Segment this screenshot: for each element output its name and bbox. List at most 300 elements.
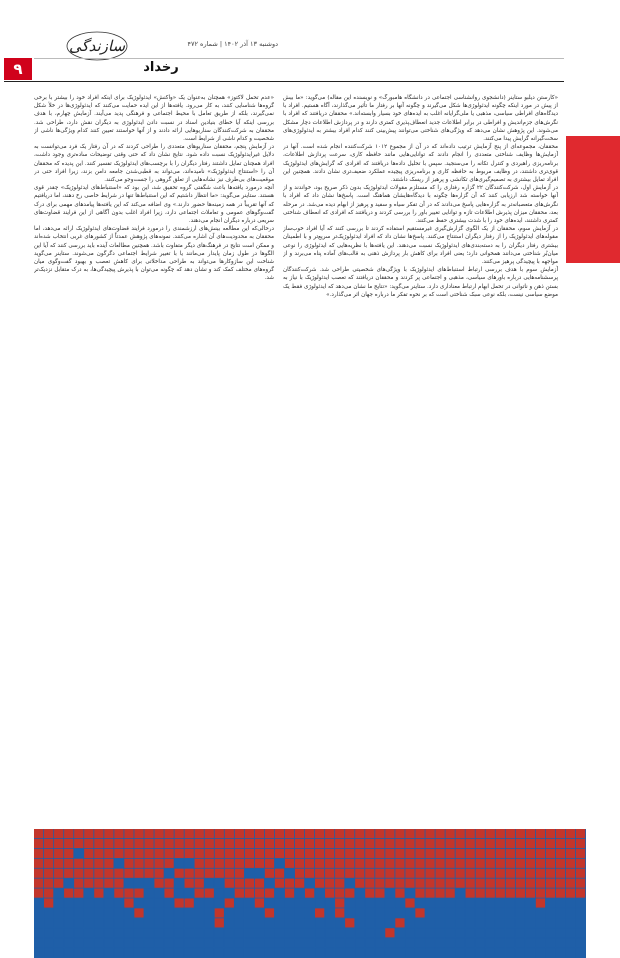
grid-cell [415, 908, 424, 917]
grid-cell [516, 869, 525, 878]
grid-cell [315, 859, 324, 868]
grid-cell [566, 829, 575, 838]
grid-cell [335, 928, 344, 937]
grid-cell [395, 829, 404, 838]
grid-cell [44, 898, 53, 907]
grid-cell [435, 908, 444, 917]
grid-cell [215, 928, 224, 937]
grid-cell [44, 839, 53, 848]
grid-cell [486, 889, 495, 898]
grid-cell [405, 928, 414, 937]
grid-cell [84, 918, 93, 927]
grid-cell [265, 918, 274, 927]
grid-cell [466, 928, 475, 937]
grid-cell [74, 829, 83, 838]
grid-cell [466, 869, 475, 878]
grid-cell [225, 869, 234, 878]
grid-cell [185, 918, 194, 927]
grid-cell [486, 839, 495, 848]
grid-cell [164, 938, 173, 947]
grid-cell [144, 889, 153, 898]
grid-cell [235, 849, 244, 858]
grid-cell [445, 898, 454, 907]
grid-cell [466, 859, 475, 868]
grid-cell [576, 829, 585, 838]
grid-cell [476, 948, 485, 957]
grid-cell [435, 938, 444, 947]
grid-cell [345, 879, 354, 888]
grid-cell [54, 898, 63, 907]
grid-cell [355, 898, 364, 907]
grid-cell [144, 938, 153, 947]
grid-cell [375, 908, 384, 917]
grid-cell [34, 869, 43, 878]
grid-cell [295, 879, 304, 888]
grid-cell [486, 938, 495, 947]
grid-cell [185, 879, 194, 888]
grid-cell [536, 928, 545, 937]
grid-cell [295, 898, 304, 907]
grid-cell [365, 938, 374, 947]
grid-cell [415, 859, 424, 868]
grid-cell [255, 869, 264, 878]
grid-cell [34, 918, 43, 927]
grid-cell [415, 948, 424, 957]
grid-cell [466, 839, 475, 848]
grid-cell [225, 918, 234, 927]
grid-cell [355, 918, 364, 927]
grid-cell [215, 908, 224, 917]
grid-cell [94, 859, 103, 868]
grid-cell [195, 898, 204, 907]
grid-cell [154, 908, 163, 917]
grid-cell [54, 908, 63, 917]
grid-cell [395, 859, 404, 868]
grid-cell [345, 859, 354, 868]
grid-cell [94, 908, 103, 917]
grid-cell [405, 869, 414, 878]
grid-cell [265, 898, 274, 907]
grid-cell [325, 948, 334, 957]
grid-cell [235, 938, 244, 947]
grid-cell [546, 938, 555, 947]
grid-cell [486, 859, 495, 868]
grid-cell [566, 908, 575, 917]
grid-cell [215, 879, 224, 888]
grid-cell [34, 938, 43, 947]
grid-cell [195, 879, 204, 888]
grid-cell [566, 948, 575, 957]
grid-cell [395, 918, 404, 927]
grid-cell [275, 859, 284, 868]
grid-cell [94, 938, 103, 947]
grid-cell [385, 918, 394, 927]
grid-cell [385, 829, 394, 838]
grid-cell [74, 918, 83, 927]
grid-cell [245, 898, 254, 907]
grid-cell [285, 839, 294, 848]
grid-cell [325, 938, 334, 947]
paragraph: درحالی‌که این مطالعه بینش‌های ارزشمندی را درمورد فرایند قضاوت‌های ایدئولوژیک ارائه می‌دهد، اما محققان به محدودیت‌های آن اشاره می‌کنند. نمونه‌های پژوهش عمدتاً از کشورهای غربی انتخاب شده‌اند و ممکن است نتایج در فرهنگ‌های دیگر متفاوت باشد. همچنین مطالعات آینده باید بررسی کنند که آیا این الگوها در طول زمان پایدار می‌مانند یا با تغییر شرایط اجتماعی دگرگون می‌شوند. ستاینر می‌گوید شناخت این سازوکارها می‌تواند به طراحی مداخلاتی برای کاهش تعصب و بهبود گفت‌وگوی میان گروه‌های مختلف کمک کند و نشان دهد که چگونه می‌توان با پذیرش پیچیدگی‌ها، به درک متقابل نزدیک‌تر شد. [34, 226, 274, 282]
grid-cell [355, 859, 364, 868]
grid-cell [365, 869, 374, 878]
grid-cell [546, 839, 555, 848]
grid-cell [235, 829, 244, 838]
grid-cell [104, 839, 113, 848]
grid-cell [325, 908, 334, 917]
grid-cell [235, 908, 244, 917]
grid-cell [44, 869, 53, 878]
grid-cell [345, 908, 354, 917]
grid-cell [425, 849, 434, 858]
grid-cell [546, 889, 555, 898]
grid-cell [285, 918, 294, 927]
grid-cell [466, 849, 475, 858]
grid-cell [235, 839, 244, 848]
grid-cell [285, 928, 294, 937]
grid-cell [536, 849, 545, 858]
grid-cell [466, 829, 475, 838]
grid-cell [435, 839, 444, 848]
grid-cell [456, 908, 465, 917]
grid-cell [185, 948, 194, 957]
grid-cell [255, 918, 264, 927]
grid-cell [255, 889, 264, 898]
paragraph: در آزمایش اول، شرکت‌کنندگان ۲۲ گزاره رفتاری را که مستلزم مقولات ایدئولوژیک بدون ذکر صریح بود، خواندند و از آنها خواسته شد ارزیابی کنند که آن گزاره‌ها چگونه با دیدگاه‌هایشان هماهنگ است. پاسخ‌ها نشان داد که افراد با نگرش‌های متعصبانه‌تر به گزاره‌هایی پاسخ می‌دادند که در آن تفکر سیاه و سفید و پرهیز از ابهام دیده می‌شد. در مرحله بعد، محققان میزان پذیرش اطلاعات تازه و توانایی تغییر باور را بررسی کردند و دریافتند که افرادی که انعطاف شناختی کمتری داشتند، ایده‌های خود را با شدت بیشتری حفظ می‌کنند. [283, 185, 558, 225]
grid-cell [526, 898, 535, 907]
grid-cell [576, 948, 585, 957]
grid-cell [355, 869, 364, 878]
grid-cell [275, 918, 284, 927]
grid-cell [74, 908, 83, 917]
grid-cell [516, 918, 525, 927]
grid-cell [94, 928, 103, 937]
grid-cell [134, 849, 143, 858]
grid-cell [44, 938, 53, 947]
grid-cell [295, 928, 304, 937]
grid-cell [456, 859, 465, 868]
grid-cell [365, 839, 374, 848]
grid-cell [466, 898, 475, 907]
grid-cell [425, 859, 434, 868]
grid-cell [506, 938, 515, 947]
section-title: رخداد [143, 60, 179, 75]
grid-cell [94, 849, 103, 858]
grid-cell [245, 879, 254, 888]
grid-cell [365, 849, 374, 858]
grid-cell [405, 938, 414, 947]
grid-cell [44, 849, 53, 858]
grid-cell [114, 918, 123, 927]
grid-cell [325, 859, 334, 868]
grid-cell [154, 948, 163, 957]
grid-cell [295, 948, 304, 957]
grid-cell [335, 839, 344, 848]
grid-cell [456, 948, 465, 957]
grid-cell [275, 938, 284, 947]
grid-cell [265, 839, 274, 848]
grid-cell [325, 869, 334, 878]
grid-cell [536, 829, 545, 838]
grid-cell [516, 879, 525, 888]
grid-cell [265, 829, 274, 838]
grid-cell [124, 849, 133, 858]
grid-cell [114, 898, 123, 907]
grid-cell [124, 869, 133, 878]
grid-cell [245, 928, 254, 937]
grid-cell [195, 889, 204, 898]
grid-cell [225, 829, 234, 838]
grid-cell [134, 898, 143, 907]
grid-cell [185, 849, 194, 858]
grid-cell [556, 948, 565, 957]
grid-cell [114, 879, 123, 888]
grid-cell [154, 839, 163, 848]
grid-cell [486, 908, 495, 917]
grid-cell [124, 948, 133, 957]
grid-cell [355, 938, 364, 947]
grid-cell [64, 948, 73, 957]
paragraph: در آزمایش سوم، محققان از یک الگوی گزارش‌گیری غیرمستقیم استفاده کردند تا بررسی کنند که آیا افراد خوب‌ساز مقوله‌های ایدئولوژیک را از رفتار دیگران استنتاج می‌کنند. پاسخ‌ها نشان داد که افراد ایدئولوژیک‌تر سریع‌تر و با اطمینان بیشتری رفتار دیگران را به دسته‌بندی‌های ایدئولوژیک نسبت می‌دهند. این یافته‌ها با نظریه‌هایی که ایدئولوژی را نوعی میان‌بُر شناختی می‌دانند همخوانی دارد؛ یعنی افراد برای کاهش بار پردازش ذهنی به قالب‌های آماده پناه می‌برند و از مواجهه با پیچیدگی پرهیز می‌کنند. [283, 226, 558, 266]
grid-cell [44, 948, 53, 957]
grid-cell [355, 908, 364, 917]
grid-cell [566, 839, 575, 848]
grid-cell [114, 849, 123, 858]
grid-cell [245, 829, 254, 838]
grid-cell [315, 869, 324, 878]
grid-cell [365, 879, 374, 888]
grid-cell [546, 829, 555, 838]
grid-cell [576, 908, 585, 917]
grid-cell [305, 898, 314, 907]
grid-cell [285, 948, 294, 957]
grid-cell [385, 948, 394, 957]
grid-cell [34, 879, 43, 888]
grid-cell [566, 859, 575, 868]
grid-cell [154, 879, 163, 888]
grid-cell [466, 879, 475, 888]
grid-cell [576, 938, 585, 947]
grid-cell [154, 918, 163, 927]
grid-cell [566, 938, 575, 947]
grid-cell [205, 879, 214, 888]
grid-cell [154, 928, 163, 937]
grid-cell [355, 849, 364, 858]
grid-cell [415, 928, 424, 937]
grid-cell [476, 829, 485, 838]
grid-cell [205, 849, 214, 858]
grid-cell [265, 879, 274, 888]
grid-cell [385, 879, 394, 888]
grid-cell [556, 849, 565, 858]
grid-cell [536, 898, 545, 907]
grid-cell [435, 829, 444, 838]
grid-cell [415, 938, 424, 947]
grid-cell [486, 849, 495, 858]
grid-cell [44, 879, 53, 888]
grid-cell [526, 849, 535, 858]
grid-cell [445, 849, 454, 858]
grid-cell [255, 829, 264, 838]
grid-cell [275, 839, 284, 848]
grid-cell [305, 849, 314, 858]
grid-cell [134, 938, 143, 947]
grid-cell [536, 839, 545, 848]
grid-cell [516, 859, 525, 868]
grid-cell [516, 829, 525, 838]
grid-cell [235, 869, 244, 878]
grid-cell [496, 849, 505, 858]
grid-cell [245, 869, 254, 878]
grid-cell [415, 849, 424, 858]
grid-cell [164, 879, 173, 888]
grid-cell [556, 829, 565, 838]
grid-cell [566, 849, 575, 858]
grid-cell [104, 928, 113, 937]
grid-cell [34, 908, 43, 917]
grid-cell [185, 889, 194, 898]
grid-cell [215, 839, 224, 848]
grid-cell [265, 859, 274, 868]
grid-cell [315, 908, 324, 917]
grid-cell [325, 889, 334, 898]
grid-cell [84, 829, 93, 838]
grid-cell [285, 908, 294, 917]
grid-cell [335, 869, 344, 878]
grid-cell [315, 948, 324, 957]
grid-cell [355, 948, 364, 957]
grid-cell [486, 928, 495, 937]
grid-cell [164, 849, 173, 858]
grid-cell [536, 938, 545, 947]
grid-cell [104, 829, 113, 838]
grid-cell [185, 829, 194, 838]
grid-cell [84, 859, 93, 868]
grid-cell [365, 889, 374, 898]
grid-cell [144, 839, 153, 848]
grid-cell [556, 839, 565, 848]
grid-cell [295, 869, 304, 878]
grid-cell [185, 908, 194, 917]
grid-cell [345, 839, 354, 848]
grid-cell [425, 898, 434, 907]
grid-cell [556, 898, 565, 907]
grid-cell [526, 938, 535, 947]
grid-cell [154, 898, 163, 907]
grid-cell [435, 928, 444, 937]
grid-cell [195, 869, 204, 878]
grid-cell [305, 839, 314, 848]
article-column-left [34, 94, 274, 808]
grid-cell [205, 908, 214, 917]
grid-cell [175, 859, 184, 868]
grid-cell [425, 889, 434, 898]
grid-cell [134, 829, 143, 838]
grid-cell [506, 859, 515, 868]
grid-cell [124, 839, 133, 848]
grid-cell [486, 829, 495, 838]
grid-cell [225, 948, 234, 957]
grid-cell [496, 889, 505, 898]
grid-cell [375, 928, 384, 937]
grid-cell [576, 918, 585, 927]
grid-cell [425, 908, 434, 917]
grid-cell [305, 938, 314, 947]
grid-cell [496, 879, 505, 888]
grid-cell [425, 938, 434, 947]
grid-cell [64, 889, 73, 898]
grid-cell [425, 918, 434, 927]
grid-cell [415, 879, 424, 888]
grid-cell [235, 889, 244, 898]
grid-cell [54, 829, 63, 838]
grid-cell [104, 889, 113, 898]
grid-cell [516, 948, 525, 957]
grid-cell [566, 889, 575, 898]
grid-cell [275, 928, 284, 937]
grid-cell [546, 849, 555, 858]
grid-cell [104, 918, 113, 927]
grid-cell [205, 839, 214, 848]
grid-cell [84, 938, 93, 947]
grid-cell [205, 938, 214, 947]
grid-cell [225, 898, 234, 907]
grid-cell [355, 879, 364, 888]
grid-cell [496, 829, 505, 838]
grid-cell [235, 879, 244, 888]
grid-cell [225, 938, 234, 947]
grid-cell [245, 918, 254, 927]
grid-cell [84, 849, 93, 858]
grid-cell [576, 928, 585, 937]
grid-cell [556, 928, 565, 937]
grid-cell [144, 898, 153, 907]
grid-cell [114, 869, 123, 878]
grid-cell [335, 849, 344, 858]
grid-cell [335, 898, 344, 907]
grid-cell [114, 889, 123, 898]
grid-cell [516, 928, 525, 937]
grid-cell [476, 938, 485, 947]
grid-cell [144, 869, 153, 878]
grid-cell [64, 938, 73, 947]
grid-cell [285, 859, 294, 868]
grid-cell [566, 928, 575, 937]
grid-cell [506, 869, 515, 878]
grid-cell [134, 918, 143, 927]
grid-cell [546, 879, 555, 888]
grid-cell [506, 948, 515, 957]
grid-cell [476, 918, 485, 927]
grid-cell [54, 879, 63, 888]
grid-cell [395, 879, 404, 888]
grid-cell [385, 839, 394, 848]
grid-cell [195, 938, 204, 947]
grid-cell [195, 918, 204, 927]
grid-cell [144, 859, 153, 868]
article-column-right [283, 94, 558, 808]
grid-cell [405, 849, 414, 858]
grid-cell [536, 948, 545, 957]
grid-cell [235, 918, 244, 927]
grid-cell [305, 908, 314, 917]
grid-cell [305, 889, 314, 898]
grid-cell [285, 879, 294, 888]
grid-cell [34, 839, 43, 848]
grid-cell [154, 869, 163, 878]
grid-cell [255, 849, 264, 858]
grid-cell [576, 898, 585, 907]
